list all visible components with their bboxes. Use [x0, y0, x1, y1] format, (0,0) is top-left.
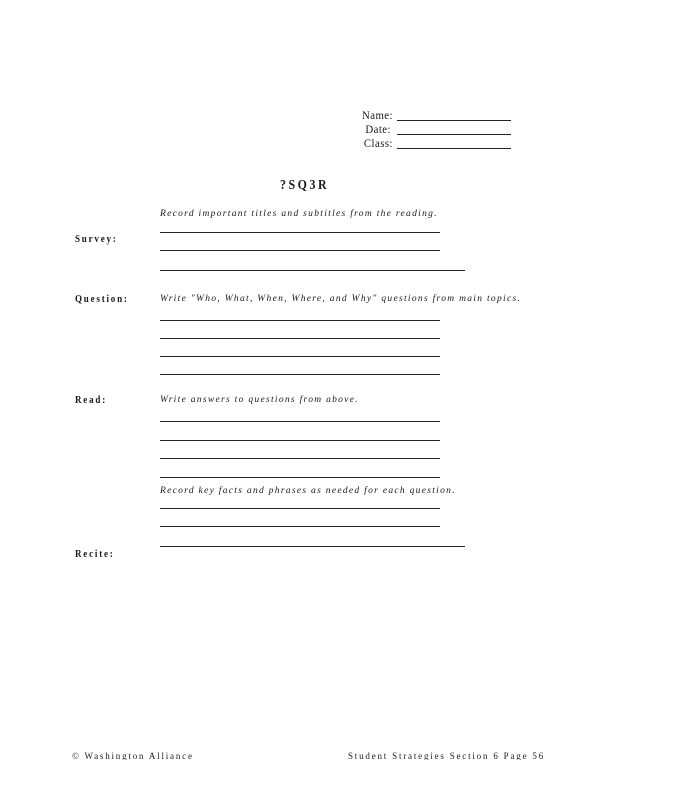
recite-answer-line[interactable]	[160, 526, 440, 527]
question-answer-line[interactable]	[160, 356, 440, 357]
question-answer-line[interactable]	[160, 320, 440, 321]
survey-answer-line[interactable]	[160, 270, 465, 271]
read-instruction: Write answers to questions from above.	[160, 395, 359, 405]
read-answer-line[interactable]	[160, 440, 440, 441]
read-answer-line[interactable]	[160, 421, 440, 422]
question-label: Question:	[75, 294, 129, 305]
survey-instruction: Record important titles and subtitles from the reading.	[160, 209, 438, 219]
footer-copyright: © Washington Alliance	[72, 751, 194, 760]
name-label: Name:	[361, 108, 393, 122]
recite-label: Recite:	[75, 549, 115, 560]
survey-answer-line[interactable]	[160, 250, 440, 251]
name-field-line[interactable]	[397, 120, 511, 121]
class-field-line[interactable]	[397, 148, 511, 149]
recite-answer-line[interactable]	[160, 508, 440, 509]
footer-page-info: Student Strategies Section 6 Page 56	[348, 751, 546, 760]
read-answer-line[interactable]	[160, 477, 440, 478]
date-field-line[interactable]	[397, 134, 511, 135]
class-label: Class:	[363, 136, 393, 150]
survey-label: Survey:	[75, 234, 118, 245]
date-label: Date:	[365, 122, 391, 136]
read-answer-line[interactable]	[160, 458, 440, 459]
read-label: Read:	[75, 395, 108, 406]
recite-answer-line[interactable]	[160, 546, 465, 547]
question-instruction: Write "Who, What, When, Where, and Why" questions from main topics.	[160, 294, 522, 304]
page-title: ?SQ3R	[280, 178, 330, 193]
survey-answer-line[interactable]	[160, 232, 440, 233]
question-answer-line[interactable]	[160, 374, 440, 375]
recite-instruction: Record key facts and phrases as needed for each question.	[160, 486, 456, 496]
question-answer-line[interactable]	[160, 338, 440, 339]
